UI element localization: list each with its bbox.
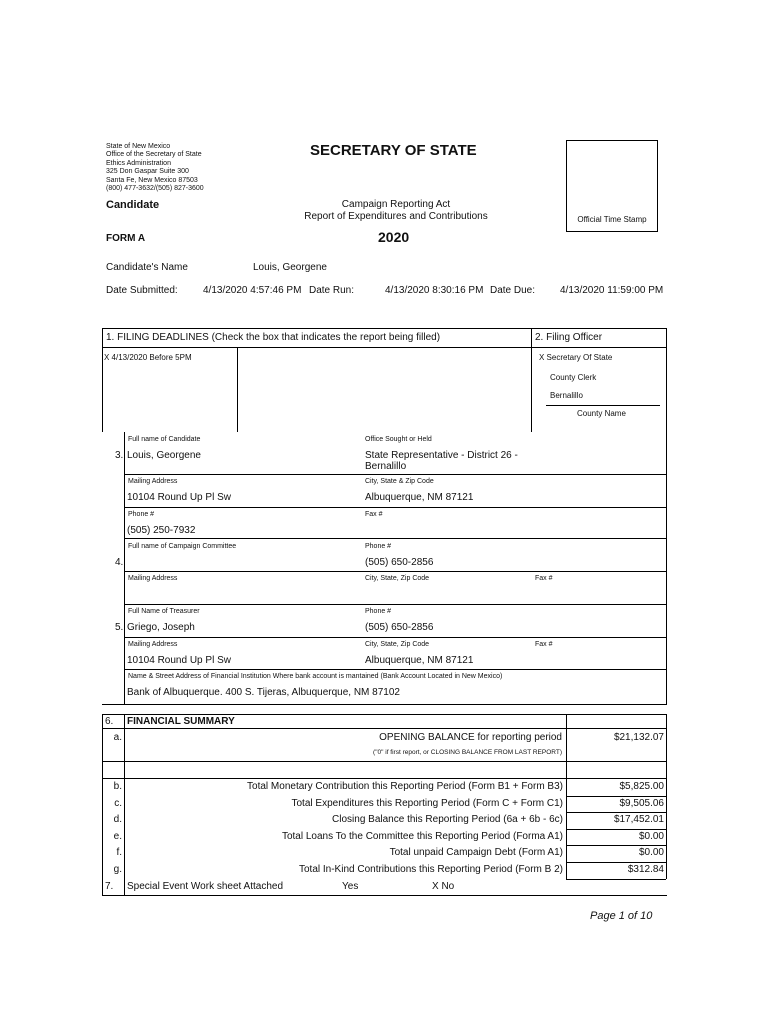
rule xyxy=(102,728,667,729)
treasurer-name-label: Full Name of Treasurer xyxy=(128,608,200,615)
treasurer-phone: (505) 650-2856 xyxy=(365,622,434,633)
section-7-number: 7. xyxy=(105,881,114,892)
treasurer-mailing-label: Mailing Address xyxy=(128,641,178,648)
office-line: 325 Don Gaspar Suite 300 xyxy=(106,168,189,176)
rule xyxy=(124,571,667,572)
rule xyxy=(124,507,667,508)
opening-balance-value: $21,132.07 xyxy=(613,732,664,743)
financial-summary-title: FINANCIAL SUMMARY xyxy=(127,716,235,727)
date-run-label: Date Run: xyxy=(309,285,355,296)
treasurer-fax-label: Fax # xyxy=(535,641,553,648)
opening-balance-note: ("0" if first report, or CLOSING BALANCE FROM LAST REPORT) xyxy=(373,749,562,756)
rule xyxy=(124,604,667,605)
rule xyxy=(566,812,666,813)
rule xyxy=(102,347,667,348)
candidate-heading: Candidate xyxy=(106,199,160,211)
summary-row-label: Total Expenditures this Reporting Period (Form C + Form C1) xyxy=(291,797,563,809)
summary-row-letter: e. xyxy=(113,830,122,842)
rule xyxy=(531,328,532,432)
office-address-block xyxy=(106,143,204,193)
treasurer-phone-label: Phone # xyxy=(365,608,392,615)
county-name-label: County Name xyxy=(577,409,626,418)
office-line: State of New Mexico xyxy=(106,143,171,150)
section-3-number: 3. xyxy=(115,450,124,461)
rule xyxy=(124,669,667,670)
special-event-label: Special Event Work sheet Attached xyxy=(127,881,284,892)
act-title: Campaign Reporting Act xyxy=(341,199,451,210)
treasurer-city-label: City, State, Zip Code xyxy=(365,641,430,648)
section-4-number: 4. xyxy=(115,557,124,568)
committee-name-label: Full name of Campaign Committee xyxy=(128,543,237,550)
rule xyxy=(102,778,667,779)
rule xyxy=(102,328,667,329)
county-value: Bernalillo xyxy=(550,391,583,400)
candidate-city-label: City, State & Zip Code xyxy=(365,478,434,485)
candidate-phone: (505) 250-7932 xyxy=(127,525,196,536)
report-year: 2020 xyxy=(378,229,410,245)
summary-row-value: $5,825.00 xyxy=(619,781,664,792)
date-submitted-label: Date Submitted: xyxy=(106,285,178,296)
candidate-name-label: Candidate's Name xyxy=(106,262,188,273)
filing-officer-title: 2. Filing Officer xyxy=(535,332,603,343)
office-line: Office of the Secretary of State xyxy=(106,151,202,159)
summary-row-letter: g. xyxy=(113,864,122,875)
rule xyxy=(102,895,667,896)
page-number: Page 1 of 10 xyxy=(590,910,653,922)
rule xyxy=(124,432,125,704)
rule xyxy=(566,879,666,880)
date-due-label: Date Due: xyxy=(490,285,536,296)
summary-row-label: Total Loans To the Committee this Reporting Period (Forma A1) xyxy=(281,830,563,842)
county-underline xyxy=(546,405,660,406)
page-title: SECRETARY OF STATE xyxy=(310,142,477,159)
summary-row-label: Total In-Kind Contributions this Reporting Period (Form B 2) xyxy=(298,864,563,875)
rule xyxy=(124,474,667,475)
time-stamp-box xyxy=(566,140,658,232)
committee-phone-label: Phone # xyxy=(365,543,392,550)
summary-row-value: $0.00 xyxy=(638,847,664,859)
bank-value: Bank of Albuquerque. 400 S. Tijeras, Albuquerque, NM 87102 xyxy=(127,687,400,698)
candidate-city: Albuquerque, NM 87121 xyxy=(365,492,474,503)
office-line: (800) 477-3632/(505) 827-3600 xyxy=(106,185,204,193)
office-line: Ethics Administration xyxy=(106,159,171,167)
date-submitted-value: 4/13/2020 4:57:46 PM xyxy=(203,285,302,296)
section-5-number: 5. xyxy=(115,622,124,633)
committee-phone: (505) 650-2856 xyxy=(365,557,434,568)
candidate-name-value: Louis, Georgene xyxy=(253,262,327,273)
summary-row-label: Total Monetary Contribution this Reporting Period (Form B1 + Form B3) xyxy=(247,781,563,792)
rule xyxy=(666,328,667,432)
committee-fax-label: Fax # xyxy=(535,575,553,582)
report-title: Report of Expenditures and Contributions xyxy=(304,211,488,222)
filing-deadlines-title: 1. FILING DEADLINES (Check the box that indicates the report being filled) xyxy=(106,332,441,343)
rule xyxy=(102,761,667,762)
rule xyxy=(102,704,667,705)
bank-label: Name & Street Address of Financial Institution Where bank account is mantained (Bank Account Located in New Mexico) xyxy=(128,673,503,680)
opening-balance-label: OPENING BALANCE for reporting period xyxy=(379,732,562,743)
candidate-fax-label: Fax # xyxy=(365,511,383,518)
time-stamp-label: Official Time Stamp xyxy=(577,215,647,224)
opening-letter: a. xyxy=(113,732,122,743)
special-event-yes: Yes xyxy=(342,881,359,892)
candidate-mailing-label: Mailing Address xyxy=(128,478,178,485)
summary-row-value: $312.84 xyxy=(627,864,664,875)
summary-row-value: $17,452.01 xyxy=(613,814,664,826)
office-line: Santa Fe, New Mexico 87503 xyxy=(106,176,198,184)
date-run-value: 4/13/2020 8:30:16 PM xyxy=(385,285,484,296)
rule xyxy=(102,328,103,432)
summary-row-label: Closing Balance this Reporting Period (6a + 6b - 6c) xyxy=(332,814,563,826)
rule xyxy=(124,637,667,638)
date-due-value: 4/13/2020 11:59:00 PM xyxy=(560,285,664,296)
filing-deadline-value: X 4/13/2020 Before 5PM xyxy=(104,353,192,362)
summary-row-label: Total unpaid Campaign Debt (Form A1) xyxy=(389,847,563,859)
section-6-number: 6. xyxy=(105,716,114,727)
candidate-full-name: Louis, Georgene xyxy=(127,450,201,461)
office-sought-label: Office Sought or Held xyxy=(365,436,432,443)
rule xyxy=(566,862,666,863)
rule xyxy=(666,714,667,879)
office-sought-line1: State Representative - District 26 - xyxy=(365,450,518,461)
committee-mailing-label: Mailing Address xyxy=(128,575,178,582)
summary-row-letter: d. xyxy=(113,814,122,826)
rule xyxy=(566,845,666,846)
summary-row-value: $9,505.06 xyxy=(619,797,664,809)
office-sought-line2: Bernalillo xyxy=(365,461,407,472)
rule xyxy=(124,538,667,539)
special-event-no: X No xyxy=(432,881,455,892)
rule xyxy=(102,714,667,715)
form-label: FORM A xyxy=(106,233,146,244)
rule xyxy=(666,432,667,704)
committee-city-label: City, State, Zip Code xyxy=(365,575,430,582)
treasurer-name: Griego, Joseph xyxy=(127,622,195,633)
summary-row-letter: b. xyxy=(113,781,122,792)
county-clerk-label: County Clerk xyxy=(550,373,597,382)
summary-row-letter: f. xyxy=(116,847,122,859)
rule xyxy=(124,714,125,895)
candidate-mailing: 10104 Round Up Pl Sw xyxy=(127,492,231,503)
treasurer-city: Albuquerque, NM 87121 xyxy=(365,655,474,666)
treasurer-mailing: 10104 Round Up Pl Sw xyxy=(127,655,231,666)
rule xyxy=(237,347,238,432)
summary-row-value: $0.00 xyxy=(638,830,664,842)
filing-officer-value: X Secretary Of State xyxy=(539,353,613,362)
summary-row-letter: c. xyxy=(114,797,122,809)
candidate-full-name-label: Full name of Candidate xyxy=(128,436,201,443)
candidate-phone-label: Phone # xyxy=(128,511,155,518)
